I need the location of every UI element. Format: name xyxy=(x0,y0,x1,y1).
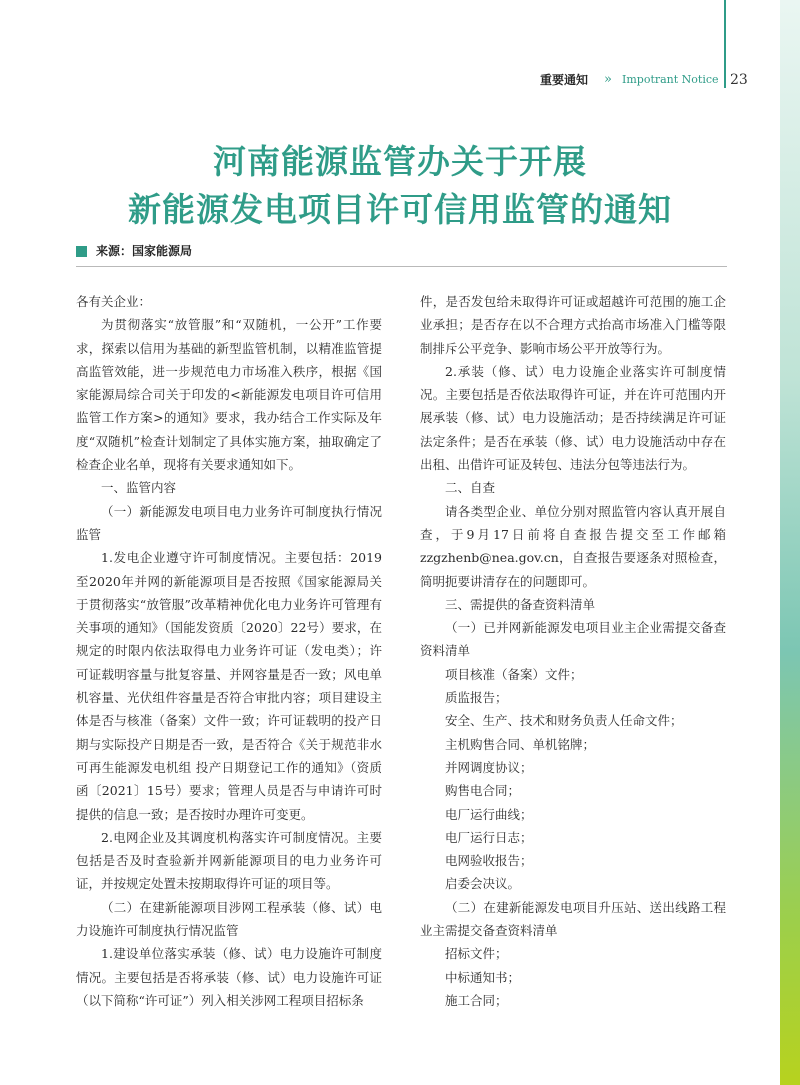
paragraph: 启委会决议。 xyxy=(445,876,521,892)
paragraph: 项目核准（备案）文件； xyxy=(445,666,583,682)
paragraph: 电厂运行日志； xyxy=(445,829,533,845)
article-title-line-1: 河南能源监管办关于开展 xyxy=(213,142,587,181)
paragraph: 施工合同； xyxy=(445,992,508,1008)
paragraph: 一、监管内容 xyxy=(101,480,177,496)
right-text-column xyxy=(420,290,726,1012)
paragraph: 请各类型企业、单位分别对照监管内容认真开展自查，于9月17日前将自查报告提交至工作邮箱zzgzhenb@nea.gov.cn，自查报告要逐条对照检查，简明扼要讲清存在的问题即可。 xyxy=(420,503,726,589)
paragraph: 件，是否发包给未取得许可证或超越许可范围的施工企业承担；是否存在以不合理方式抬高市场准入门槛等限制排斥公平竞争、影响市场公平开放等行为。 xyxy=(420,294,726,356)
paragraph: 三、需提供的备查资料清单 xyxy=(445,596,596,612)
page-number: 23 xyxy=(730,72,748,88)
paragraph: （二）在建新能源发电项目升压站、送出线路工程业主需提交备查资料清单 xyxy=(420,899,726,939)
paragraph: 电厂运行曲线； xyxy=(445,806,533,822)
paragraph: 并网调度协议； xyxy=(445,759,533,775)
section-title-cn: 重要通知 xyxy=(540,73,589,87)
paragraph: 各有关企业： xyxy=(76,294,152,309)
square-bullet-icon xyxy=(76,246,87,257)
paragraph: （二）在建新能源项目涉网工程承装（修、试）电力设施许可制度执行情况监管 xyxy=(76,899,382,939)
paragraph: 为贯彻落实“放管服”和“双随机，一公开”工作要求，探索以信用为基础的新型监管机制，以精准监管提高监管效能，进一步规范电力市场准入秩序，根据《国家能源局综合司关于印发的<新能源发电项目许可信用监管工作方案>的通知》要求，我办结合工作实际及年度“双随机”检查计划制定了具体实施方案，抽取确定了检查企业名单，现将有关要求通知如下。 xyxy=(76,317,382,473)
paragraph: 购售电合同； xyxy=(445,783,521,799)
source-divider xyxy=(76,266,727,267)
paragraph: 安全、生产、技术和财务负责人任命文件； xyxy=(445,713,683,729)
paragraph: 2.承装（修、试）电力设施企业落实许可制度情况。主要包括是否依法取得许可证，并在许可范围内开展承装（修、试）电力设施活动；是否持续满足许可证法定条件；是否在承装（修、试）电力设施活动中存在出租、出借许可证及转包、违法分包等违法行为。 xyxy=(420,363,726,473)
paragraph: 1.发电企业遵守许可制度情况。主要包括：2019至2020年并网的新能源项目是否按照《国家能源局关于贯彻落实“放管服”改革精神优化电力业务许可管理有关事项的通知》（国能发资质〔2020〕22号）要求，在规定的时限内依法取得电力业务许可证（发电类）；许可证载明容量与批复容量、并网容量是否一致；风电单机容量、光伏组件容量是否符合审批内容；项目建设主体是否与核准（备案）文件一致；许可证载明的投产日期与实际投产日期是否一致，是否符合《关于规范非水可再生能源发电机组 投产日期登记工作的通知》（资质函〔2021〕15号）要求；管理人员是否与申请许可时提供的信息一致；是否按时办理许可变更。 xyxy=(76,550,382,822)
paragraph: 主机购售合同、单机铭牌； xyxy=(445,736,596,752)
paragraph: 2.电网企业及其调度机构落实许可制度情况。主要包括是否及时查验新并网新能源项目的电力业务许可证，并按规定处置未按期取得许可证的项目等。 xyxy=(76,829,382,892)
paragraph: 质监报告； xyxy=(445,690,508,706)
article-source: 来源：国家能源局 xyxy=(96,244,193,258)
paragraph: 1.建设单位落实承装（修、试）电力设施许可制度情况。主要包括是否将承装（修、试）电力设施许可证（以下简称“许可证”）列入相关涉网工程项目招标条 xyxy=(76,946,382,1008)
article-title-line-2: 新能源发电项目许可信用监管的通知 xyxy=(128,190,672,229)
paragraph: （一）已并网新能源发电项目业主企业需提交备查资料清单 xyxy=(420,620,726,659)
double-chevron-icon: » xyxy=(604,72,612,87)
paragraph: 电网验收报告； xyxy=(445,853,533,869)
running-header xyxy=(540,70,748,90)
section-title-en: Impotrant Notice xyxy=(622,73,719,86)
paragraph: 二、自查 xyxy=(445,480,496,496)
left-text-column xyxy=(76,290,382,1012)
paragraph: 招标文件； xyxy=(445,946,508,962)
paragraph: 中标通知书； xyxy=(445,969,521,985)
paragraph: （一）新能源发电项目电力业务许可制度执行情况监管 xyxy=(76,503,382,542)
